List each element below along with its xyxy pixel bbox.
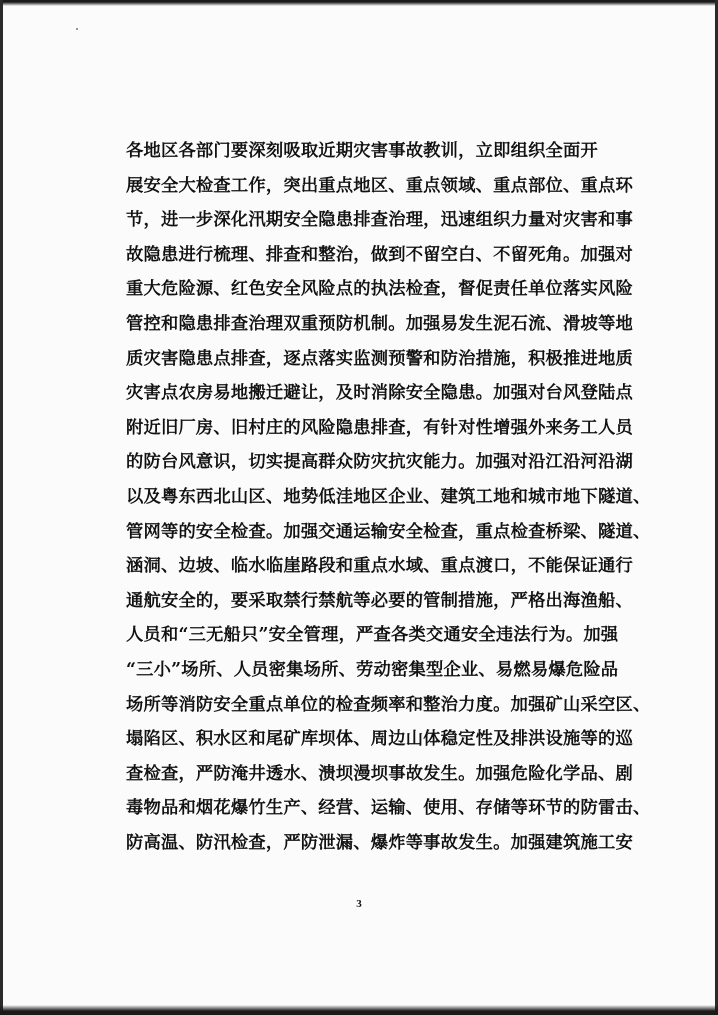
text-line: 管控和隐患排查治理双重预防机制。加强易发生泥石流、滑坡等地	[126, 313, 633, 334]
text-line: 各地区各部门要深刻吸取近期灾害事故教训，立即组织全面开	[126, 141, 598, 161]
text-line: 灾害点农房易地搬迁避让，及时消除安全隐患。加强对台风登陆点	[126, 383, 633, 404]
text-line: 涵洞、边坡、临水临崖路段和重点水域、重点渡口，不能保证通行	[126, 556, 633, 577]
text-line: 查检查，严防淹井透水、溃坝漫坝事故发生。加强危险化学品、剧	[126, 763, 633, 784]
body-paragraph	[126, 134, 651, 860]
text-line: 通航安全的，要采取禁行禁航等必要的管制措施，严格出海渔船、	[126, 590, 633, 611]
text-line: 以及粤东西北山区、地势低洼地区企业、建筑工地和城市地下隧道、	[126, 486, 651, 507]
text-line: 塌陷区、积水区和尾矿库坝体、周边山体稳定性及排洪设施等的巡	[126, 729, 633, 750]
text-line: 展安全大检查工作，突出重点地区、重点领域、重点部位、重点环	[126, 175, 633, 196]
scan-speck	[76, 28, 78, 30]
text-line: 防高温、防汛检查，严防泄漏、爆炸等事故发生。加强建筑施工安	[126, 832, 633, 853]
text-line: 场所等消防安全重点单位的检查频率和整治力度。加强矿山采空区、	[126, 694, 651, 715]
text-line: 重大危险源、红色安全风险点的执法检查，督促责任单位落实风险	[126, 279, 633, 300]
text-line: 的防台风意识，切实提高群众防灾抗灾能力。加强对沿江沿河沿湖	[126, 452, 633, 473]
text-line: 毒物品和烟花爆竹生产、经营、运输、使用、存储等环节的防雷击、	[126, 798, 651, 819]
page-number: 3	[356, 898, 362, 910]
scan-border-left	[0, 0, 3, 1015]
text-line: 管网等的安全检查。加强交通运输安全检查，重点检查桥梁、隧道、	[126, 521, 651, 542]
text-line: “三小”场所、人员密集场所、劳动密集型企业、易燃易爆危险品	[126, 659, 619, 680]
text-line: 故隐患进行梳理、排查和整治，做到不留空白、不留死角。加强对	[126, 244, 633, 265]
scan-border-top	[0, 0, 718, 6]
scan-border-bottom	[0, 1005, 718, 1015]
text-line: 质灾害隐患点排查，逐点落实监测预警和防治措施，积极推进地质	[126, 348, 633, 369]
text-line: 节，进一步深化汛期安全隐患排查治理，迅速组织力量对灾害和事	[126, 210, 633, 231]
text-line: 附近旧厂房、旧村庄的风险隐患排查，有针对性增强外来务工人员	[126, 417, 633, 438]
text-line: 人员和“三无船只”安全管理，严查各类交通安全违法行为。加强	[126, 625, 619, 646]
